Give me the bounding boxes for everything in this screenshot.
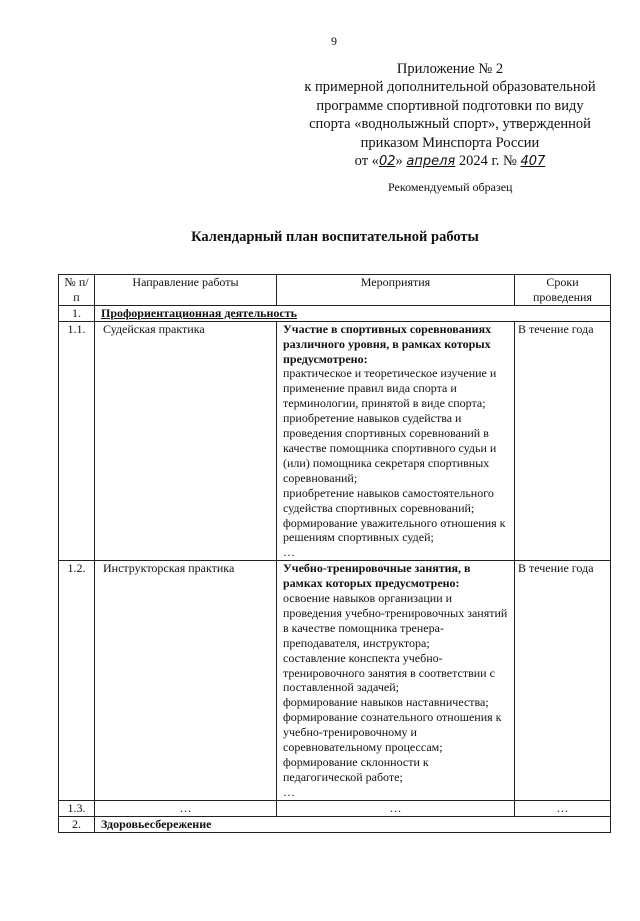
row-direction: …	[95, 800, 277, 816]
events-title: Участие в спортивных соревнованиях различного уровня, в рамках которых предусмотрено:	[283, 321, 492, 366]
events-title: Учебно-тренировочные занятия, в рамках которых предусмотрено:	[283, 561, 471, 591]
header-dates: Сроки проведения	[515, 275, 611, 306]
row-events	[277, 321, 515, 561]
header-events: Мероприятия	[277, 275, 515, 306]
calendar-plan-table	[58, 274, 611, 833]
order-date-line	[290, 152, 610, 171]
event-item: формирование навыков наставничества;	[283, 695, 489, 710]
row-direction: Судейская практика	[95, 321, 277, 561]
event-item: приобретение навыков самостоятельного судейства спортивных соревнований;	[283, 485, 494, 515]
document-title: Календарный план воспитательной работы	[191, 229, 479, 245]
event-item: освоение навыков организации и проведения учебно-тренировочных занятий в качестве помощника тренера-преподавателя, инструктора;	[283, 591, 508, 650]
row-direction: Инструкторская практика	[95, 561, 277, 801]
row-events	[277, 561, 515, 801]
appendix-line: программе спортивной подготовки по виду	[316, 97, 584, 114]
order-year: 2024 г. №	[455, 153, 521, 170]
table-row	[59, 800, 611, 816]
section-row	[59, 305, 611, 321]
appendix-line: Приложение № 2	[396, 61, 504, 77]
section-row	[59, 816, 611, 832]
row-dates: …	[515, 800, 611, 816]
row-num: 1.2.	[59, 561, 95, 801]
event-item: формирование сознательного отношения к учебно-тренировочному и соревновательному процессам;	[283, 710, 502, 755]
event-item: …	[283, 545, 295, 560]
table-row	[59, 321, 611, 561]
section-num: 2.	[59, 816, 95, 832]
row-dates: В течение года	[515, 321, 611, 561]
event-item: формирование уважительного отношения к решениям спортивных судей;	[283, 515, 506, 545]
appendix-line: приказом Минспорта России	[360, 134, 540, 151]
order-day: 02	[378, 154, 396, 170]
page-number: 9	[331, 34, 337, 48]
event-item: формирование склонности к педагогической работе;	[283, 755, 429, 784]
order-mid: »	[395, 153, 407, 170]
appendix-line: к примерной дополнительной образовательной	[304, 79, 596, 96]
table-row	[59, 561, 611, 801]
order-number: 407	[520, 154, 546, 170]
order-prefix: от «	[354, 153, 379, 170]
header-direction: Направление работы	[95, 275, 277, 306]
section-num: 1.	[59, 305, 95, 321]
section-title: Профориентационная деятельность	[95, 305, 611, 321]
event-item: составление конспекта учебно-тренировочного занятия в соответствии с поставленной задачей;	[283, 650, 495, 695]
event-item: практическое и теоретическое изучение и применение правил вида спорта и терминологии, принятой в виде спорта;	[283, 366, 497, 411]
appendix-header	[290, 60, 610, 171]
row-num: 1.1.	[59, 321, 95, 561]
recommended-sample-note: Рекомендуемый образец	[388, 180, 513, 194]
event-item: …	[283, 784, 295, 799]
order-month: апреля	[406, 154, 456, 170]
section-title: Здоровьесбережение	[95, 816, 611, 832]
table-header-row	[59, 275, 611, 306]
row-dates: В течение года	[515, 561, 611, 801]
row-num: 1.3.	[59, 800, 95, 816]
event-item: приобретение навыков судейства и проведения спортивных соревнований в качестве помощника спортивного судьи и (или) помощника секретаря спортивных соревнований;	[283, 411, 497, 485]
appendix-line: спорта «воднолыжный спорт», утвержденной	[309, 116, 591, 133]
row-events: …	[277, 800, 515, 816]
header-num: № п/п	[59, 275, 95, 306]
